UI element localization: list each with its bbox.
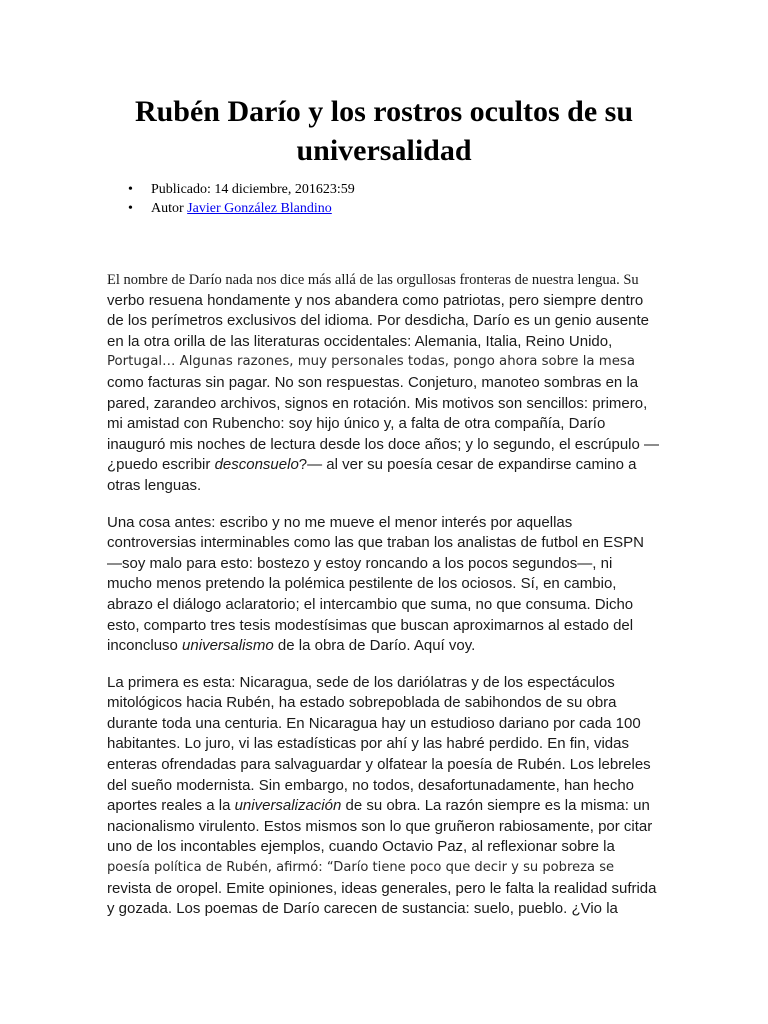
paragraph-3 bbox=[107, 673, 667, 920]
paragraph-line: esto, comparto tres tesis modestísimas que buscan aproximarnos al estado del bbox=[107, 616, 634, 634]
paragraph-line: del sueño modernista. Sin embargo, no todos, desafortunadamente, han hecho bbox=[107, 776, 635, 794]
author-item bbox=[128, 199, 355, 218]
paragraph-line: mitológicos hacia Rubén, ha estado sobrepoblada de sabihondos de su obra bbox=[107, 694, 617, 712]
paragraph-line: nacionalismo virulento. Estos mismos son lo que gruñeron rabiosamente, por citar bbox=[107, 817, 653, 835]
published-date-item bbox=[128, 180, 355, 199]
paragraph-line: Portugal… Algunas razones, muy personales todas, pongo ahora sobre la mesa bbox=[107, 354, 635, 370]
paragraph-line: en la otra orilla de las literaturas occidentales: Alemania, Italia, Reino Unido, bbox=[107, 332, 613, 350]
text-run: de su obra. La razón siempre es la misma: un bbox=[341, 797, 650, 815]
paragraph-line: enteras ofrendadas para salvaguardar y olfatear la poesía de Rubén. Los lebreles bbox=[107, 756, 651, 774]
published-date: Publicado: 14 diciembre, 201623:59 bbox=[151, 182, 355, 197]
paragraph-line: —soy malo para esto: bostezo y estoy roncando a los pocos segundos—, ni bbox=[107, 554, 613, 572]
text-run: ?— al ver su poesía cesar de expandirse camino a bbox=[298, 456, 637, 474]
paragraph-2 bbox=[107, 513, 667, 657]
article-meta-list bbox=[128, 180, 355, 218]
title-line: Rubén Darío y los rostros ocultos de su bbox=[134, 95, 634, 128]
author-link[interactable]: Javier González Blandino bbox=[187, 201, 332, 216]
paragraph-line: mucho menos pretendo la polémica pestilente de los ociosos. Sí, en cambio, bbox=[107, 575, 617, 593]
page-title bbox=[100, 92, 668, 170]
title-line: universalidad bbox=[296, 134, 472, 167]
paragraph-line: controversias interminables como las que traban los analistas de futbol en ESPN bbox=[107, 534, 644, 552]
paragraph-line: revista de oropel. Emite opiniones, ideas generales, pero le falta la realidad sufrida bbox=[107, 879, 657, 897]
text-run: ¿puedo escribir bbox=[107, 456, 215, 474]
author-prefix: Autor bbox=[151, 201, 184, 216]
paragraph-line bbox=[107, 455, 667, 476]
paragraph-line: mi amistad con Rubencho: soy hijo único y, a falta de otra compañía, Darío bbox=[107, 415, 606, 433]
paragraph-line: y gozada. Los poemas de Darío carecen de sustancia: suelo, pueblo. ¿Vio la bbox=[107, 900, 618, 918]
paragraph-line: La primera es esta: Nicaragua, sede de los dariólatras y de los espectáculos bbox=[107, 673, 615, 691]
paragraph-line: poesía política de Rubén, afirmó: “Darío tiene poco que decir y su pobreza se bbox=[107, 860, 615, 876]
paragraph-line: Una cosa antes: escribo y no me mueve el menor interés por aquellas bbox=[107, 513, 573, 531]
article-body bbox=[107, 270, 667, 936]
paragraph-line: inauguró mis noches de lectura desde los doce años; y lo segundo, el escrúpulo — bbox=[107, 435, 660, 453]
paragraph-line: verbo resuena hondamente y nos abandera como patriotas, pero siempre dentro bbox=[107, 291, 644, 309]
paragraph-line bbox=[107, 796, 667, 817]
paragraph-line: como facturas sin pagar. No son respuestas. Conjeturo, manoteo sombras en la bbox=[107, 373, 639, 391]
paragraph-line: uno de los incontables ejemplos, cuando Octavio Paz, al reflexionar sobre la bbox=[107, 838, 615, 856]
paragraph-line bbox=[107, 636, 667, 657]
paragraph-line: El nombre de Darío nada nos dice más allá de las orgullosas fronteras de nuestra lengua. Su bbox=[107, 272, 639, 288]
paragraph-line: otras lenguas. bbox=[107, 476, 202, 494]
text-run: inconcluso bbox=[107, 637, 183, 655]
emphasis: universalización bbox=[234, 797, 342, 815]
paragraph-line: pared, zarandeo archivos, signos en rotación. Mis motivos son sencillos: primero, bbox=[107, 394, 648, 412]
paragraph-line: abrazo el diálogo aclaratorio; el intercambio que suma, no que consuma. Dicho bbox=[107, 595, 634, 613]
emphasis: desconsuelo bbox=[214, 456, 299, 474]
paragraph-line: de los perímetros exclusivos del idioma. Por desdicha, Darío es un genio ausente bbox=[107, 312, 649, 330]
paragraph-line: habitantes. Lo juro, vi las estadísticas por ahí y las habré perdido. En fin, vidas bbox=[107, 735, 629, 753]
text-run: aportes reales a la bbox=[107, 797, 235, 815]
text-run: de la obra de Darío. Aquí voy. bbox=[273, 637, 476, 655]
paragraph-line: durante toda una centuria. En Nicaragua hay un estudioso dariano por cada 100 bbox=[107, 714, 641, 732]
paragraph-1 bbox=[107, 270, 667, 497]
emphasis: universalismo bbox=[182, 637, 274, 655]
